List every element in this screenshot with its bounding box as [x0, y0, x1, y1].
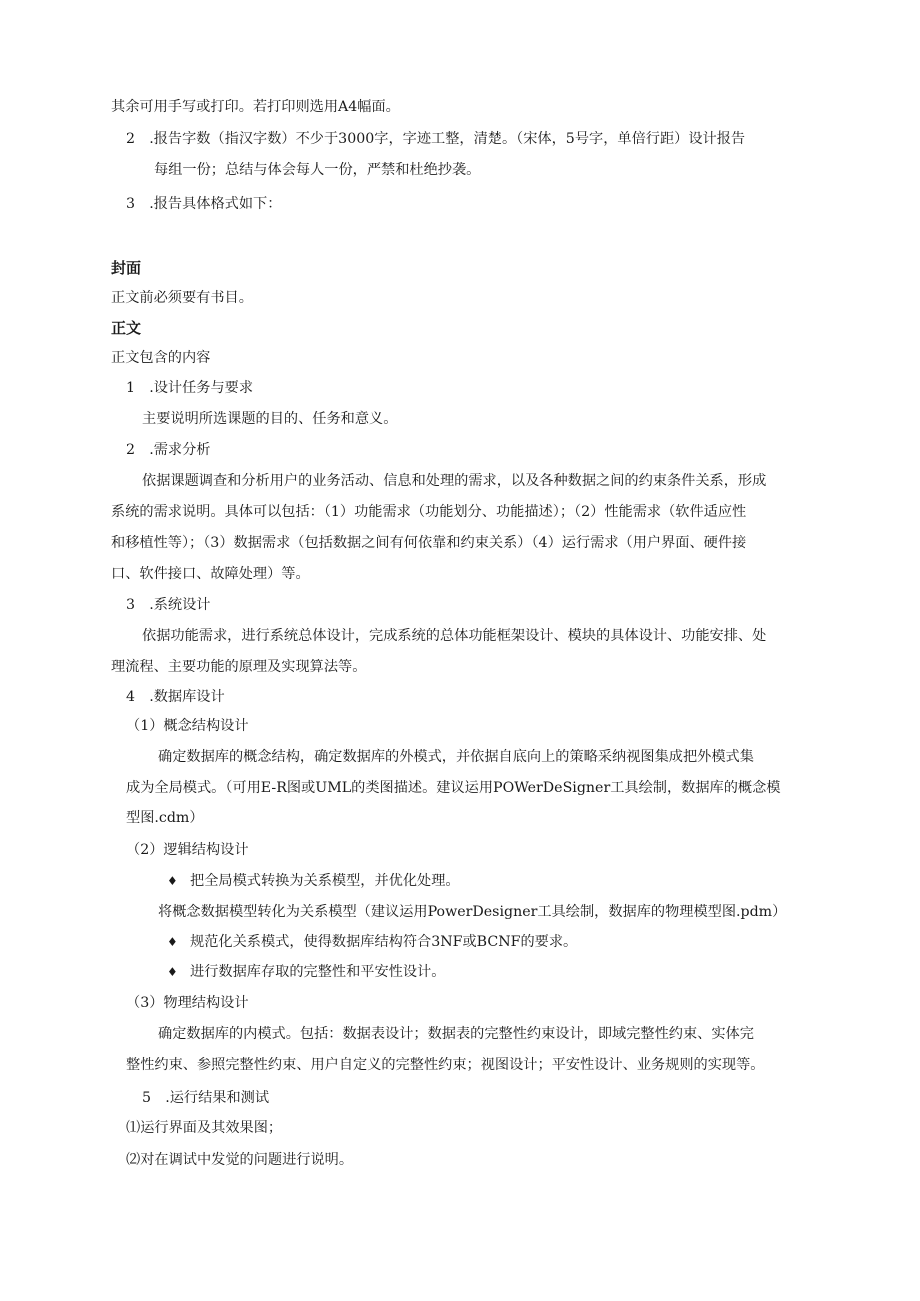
section-3-line-1: 依据功能需求，进行系统总体设计，完成系统的总体功能框架设计、模块的具体设计、功能安排、处 — [142, 628, 767, 644]
section-2-line-3: 和移植性等）；（3）数据需求（包括数据之间有何依靠和约束关系）（4）运行需求（用户界面、硬件接 — [111, 535, 747, 551]
section-4-2-title: （2）逻辑结构设计 — [126, 842, 249, 858]
cover-text: 正文前必须要有书目。 — [111, 290, 253, 306]
intro-item-3: 3 .报告具体格式如下： — [126, 196, 282, 212]
section-4-title: 4 .数据库设计 — [126, 689, 225, 705]
intro-item-2-line-2: 每组一份；总结与体会每人一份，严禁和杜绝抄袭。 — [154, 162, 481, 178]
body-intro: 正文包含的内容 — [111, 350, 211, 366]
section-5-title: 5 .运行结果和测试 — [142, 1090, 270, 1106]
intro-item-2-line-1: 2 .报告字数（指汉字数）不少于3000字，字迹工整，清楚。（宋体，5号字，单倍行距）设计报告 — [126, 131, 746, 147]
section-3-line-2: 理流程、主要功能的原理及实现算法等。 — [111, 659, 367, 675]
section-4-1-line-3: 型图.cdm） — [126, 810, 204, 826]
section-4-1-line-1: 确定数据库的概念结构，确定数据库的外模式，并依据自底向上的策略采纳视图集成把外模式集 — [158, 749, 754, 765]
cover-heading: 封面 — [111, 259, 142, 277]
section-5-item-2: ⑵对在调试中发觉的问题进行说明。 — [126, 1152, 354, 1168]
section-4-2-bullet-2: 规范化关系模式，使得数据库结构符合3NF或BCNF的要求。 — [190, 934, 578, 950]
section-1-title: 1 .设计任务与要求 — [126, 380, 254, 396]
section-1-text: 主要说明所选课题的目的、任务和意义。 — [142, 411, 398, 427]
section-4-1-line-2: 成为全局模式。（可用E-R图或UML的类图描述。建议运用POWerDeSigner工具绘制，数据库的概念模 — [126, 780, 781, 796]
diamond-bullet-icon: ♦ — [167, 965, 178, 979]
section-4-2-text: 将概念数据模型转化为关系模型（建议运用PowerDesigner工具绘制，数据库的物理模型图.pdm） — [158, 904, 787, 920]
section-4-1-title: （1）概念结构设计 — [126, 718, 249, 734]
section-4-3-line-1: 确定数据库的内模式。包括：数据表设计；数据表的完整性约束设计，即域完整性约束、实体完 — [158, 1026, 754, 1042]
section-2-line-1: 依据课题调查和分析用户的业务活动、信息和处理的需求，以及各种数据之间的约束条件关系，形成 — [142, 473, 767, 489]
section-2-line-2: 系统的需求说明。具体可以包括：（1）功能需求（功能划分、功能描述）；（2）性能需求（软件适应性 — [111, 504, 747, 520]
section-2-line-4: 口、软件接口、故障处理）等。 — [111, 566, 310, 582]
section-4-3-title: （3）物理结构设计 — [126, 995, 249, 1011]
diamond-bullet-icon: ♦ — [167, 874, 178, 888]
section-5-item-1: ⑴运行界面及其效果图； — [126, 1120, 283, 1136]
section-4-3-line-2: 整性约束、参照完整性约束、用户自定义的完整性约束；视图设计；平安性设计、业务规则的实现等。 — [126, 1057, 765, 1073]
body-heading: 正文 — [111, 319, 142, 337]
intro-line-1: 其余可用手写或打印。若打印则选用A4幅面。 — [111, 99, 400, 115]
section-3-title: 3 .系统设计 — [126, 597, 211, 613]
diamond-bullet-icon: ♦ — [167, 935, 178, 949]
section-2-title: 2 .需求分析 — [126, 442, 211, 458]
section-4-2-bullet-3: 进行数据库存取的完整性和平安性设计。 — [190, 964, 446, 980]
section-4-2-bullet-1: 把全局模式转换为关系模型，并优化处理。 — [190, 873, 460, 889]
